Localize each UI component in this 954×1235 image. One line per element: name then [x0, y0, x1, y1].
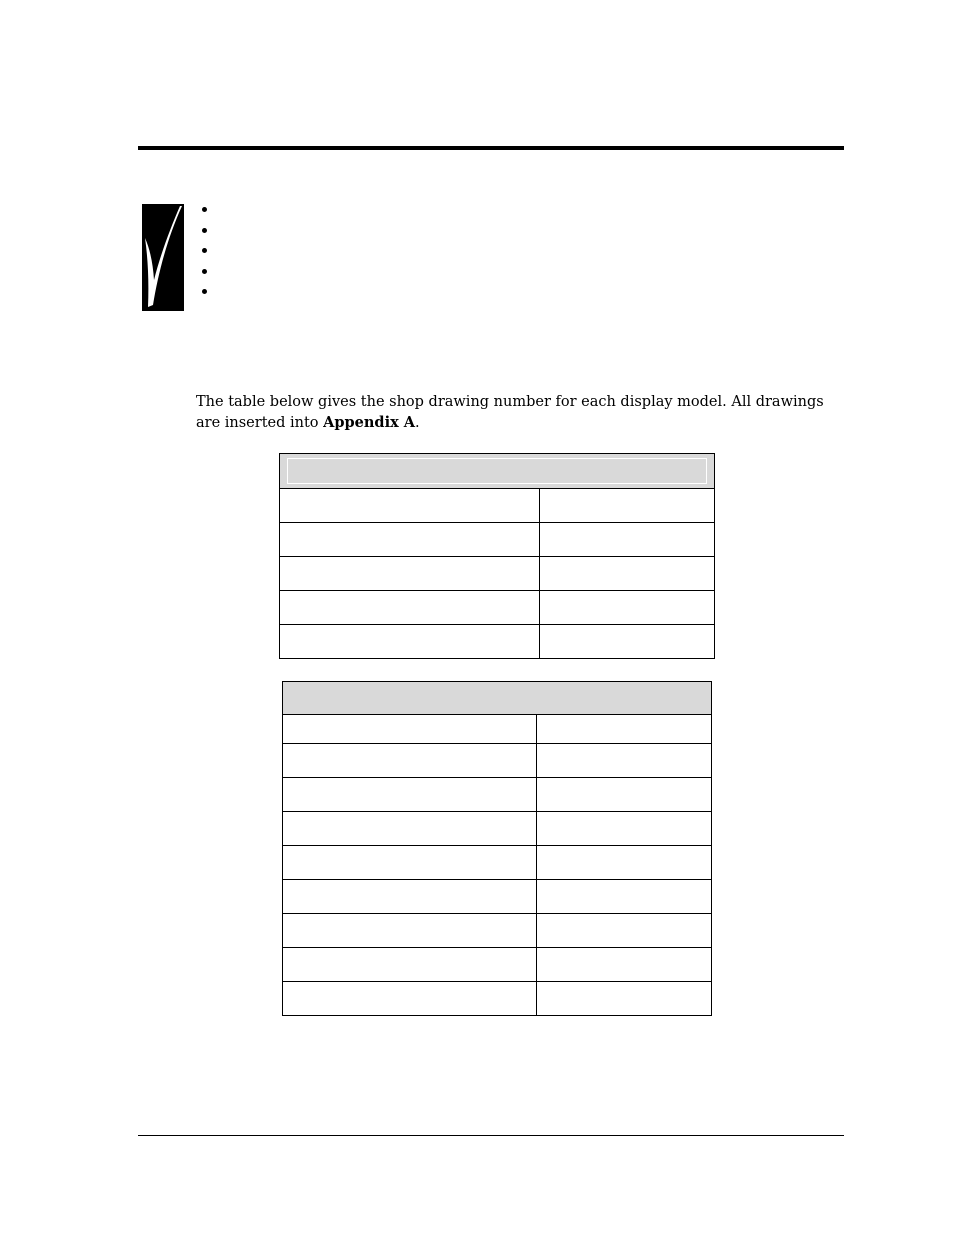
table-row — [283, 744, 712, 778]
checklist-item — [200, 282, 218, 303]
model-cell — [283, 846, 537, 880]
checkmark-icon — [142, 204, 184, 311]
drawing-table-2 — [282, 681, 712, 1016]
bottom-rule — [138, 1135, 844, 1136]
appendix-reference: Appendix A — [323, 413, 416, 431]
model-cell — [280, 489, 540, 523]
table-row — [280, 591, 715, 625]
checklist-item — [200, 241, 218, 262]
model-cell — [280, 523, 540, 557]
table-row — [283, 812, 712, 846]
drawing-number-cell — [540, 625, 715, 659]
drawing-number-cell — [540, 557, 715, 591]
checklist-item — [200, 262, 218, 283]
drawing-number-cell — [537, 880, 712, 914]
table-header-cell — [283, 682, 712, 715]
model-cell — [280, 591, 540, 625]
model-cell — [283, 914, 537, 948]
model-cell — [283, 948, 537, 982]
table-header-cell — [280, 454, 715, 489]
drawing-number-cell — [540, 591, 715, 625]
drawing-number-cell — [537, 846, 712, 880]
table-header-text — [287, 458, 707, 484]
intro-text-end: . — [415, 414, 420, 431]
model-cell — [283, 778, 537, 812]
table-row — [280, 523, 715, 557]
drawing-number-cell — [540, 489, 715, 523]
drawing-number-cell — [537, 914, 712, 948]
table-row — [283, 982, 712, 1016]
checklist — [200, 200, 218, 303]
checklist-item — [200, 221, 218, 242]
model-cell — [283, 982, 537, 1016]
drawing-number-cell — [537, 812, 712, 846]
model-cell — [280, 557, 540, 591]
table-header-row — [280, 454, 715, 489]
model-cell — [283, 715, 537, 744]
drawing-number-cell — [537, 715, 712, 744]
table-row — [280, 557, 715, 591]
intro-paragraph — [196, 392, 836, 433]
table-row — [283, 846, 712, 880]
model-cell — [283, 880, 537, 914]
table-header-row — [283, 682, 712, 715]
table-row — [283, 715, 712, 744]
table-row — [283, 880, 712, 914]
drawing-table-1 — [279, 453, 715, 659]
table-row — [283, 778, 712, 812]
table-row — [280, 489, 715, 523]
table-row — [280, 625, 715, 659]
drawing-number-cell — [537, 778, 712, 812]
drawing-number-cell — [537, 744, 712, 778]
intro-text: The table below gives the shop drawing number for each display model. All drawings are inserted into — [196, 394, 824, 431]
model-cell — [283, 812, 537, 846]
table-row — [283, 914, 712, 948]
drawing-number-cell — [537, 948, 712, 982]
model-cell — [280, 625, 540, 659]
checklist-item — [200, 200, 218, 221]
drawing-number-cell — [540, 523, 715, 557]
model-cell — [283, 744, 537, 778]
table-row — [283, 948, 712, 982]
drawing-number-cell — [537, 982, 712, 1016]
top-rule — [138, 146, 844, 150]
